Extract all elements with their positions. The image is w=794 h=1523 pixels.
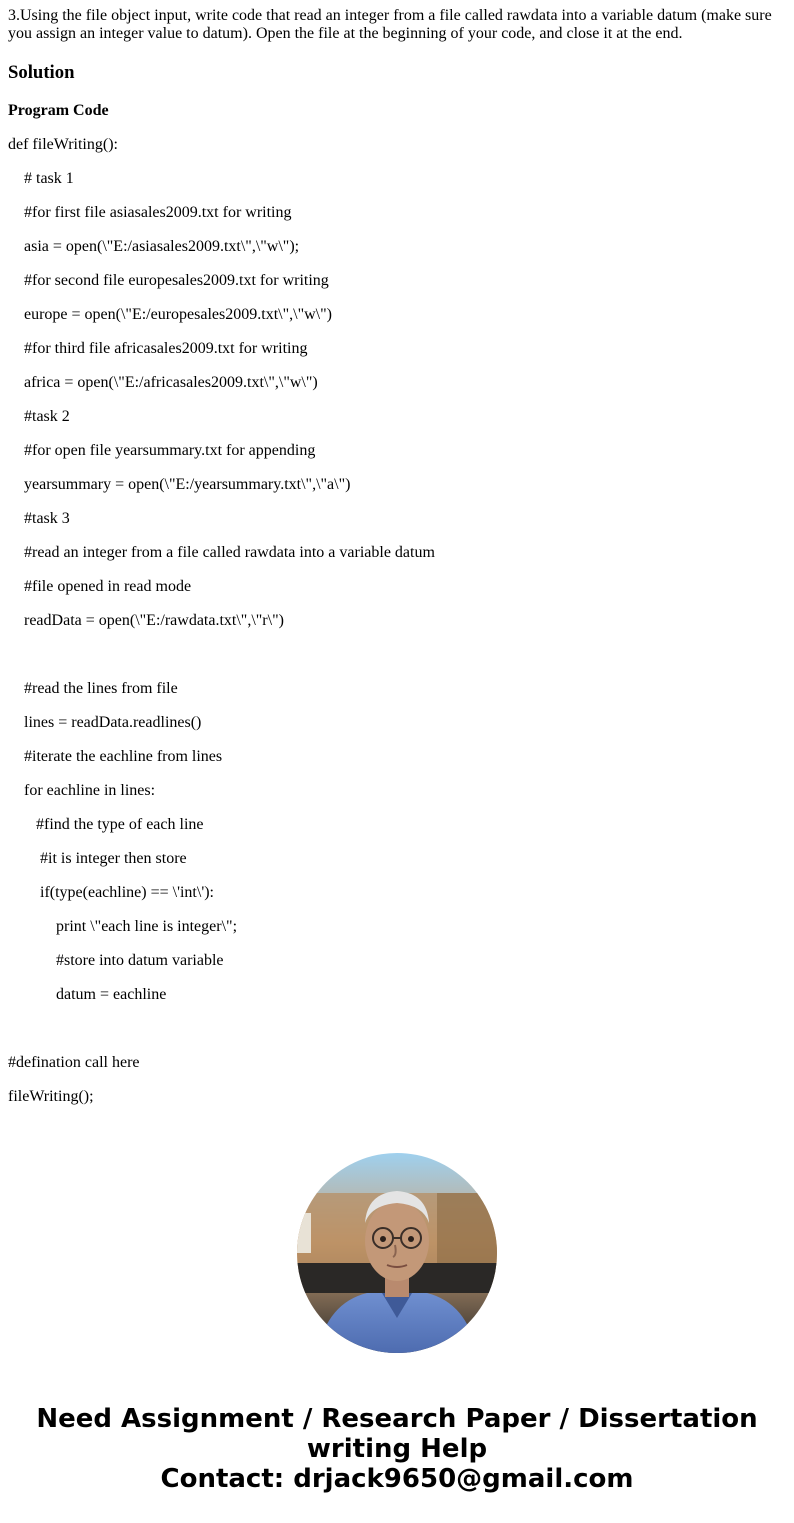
code-line: #file opened in read mode <box>24 578 192 595</box>
code-line: #read the lines from file <box>24 680 178 697</box>
code-line: yearsummary = open(\"E:/yearsummary.txt\",\"a\") <box>24 476 351 493</box>
code-line: print \"each line is integer\"; <box>56 918 238 935</box>
code-line: datum = eachline <box>56 986 167 1003</box>
code-line: for eachline in lines: <box>24 782 156 799</box>
code-line: #defination call here <box>8 1054 140 1071</box>
code-line: asia = open(\"E:/asiasales2009.txt\",\"w\"); <box>24 238 300 255</box>
code-line: #for open file yearsummary.txt for appending <box>24 442 316 459</box>
code-line: africa = open(\"E:/africasales2009.txt\",\"w\") <box>24 374 318 391</box>
code-line: europe = open(\"E:/europesales2009.txt\",\"w\") <box>24 306 332 323</box>
code-line: lines = readData.readlines() <box>24 714 202 731</box>
footer-contact: Contact: drjack9650@gmail.com <box>160 1464 634 1494</box>
footer-line-1: Need Assignment / Research Paper / Dissertation <box>36 1404 758 1434</box>
author-photo <box>297 1153 497 1353</box>
contact-footer <box>0 1404 794 1494</box>
question-text: 3.Using the file object input, write code that read an integer from a file called rawdata into a variable datum (make sure you assign an integer value to datum). Open the file at the beginning of your code, and close it at the end. <box>8 7 772 42</box>
code-line: #iterate the eachline from lines <box>24 748 223 765</box>
code-line: #find the type of each line <box>36 816 204 833</box>
footer-line-2: writing Help <box>306 1434 488 1464</box>
program-code-heading: Program Code <box>8 102 109 119</box>
code-line: #read an integer from a file called rawdata into a variable datum <box>24 544 435 561</box>
solution-heading: Solution <box>8 62 75 83</box>
code-line: #for third file africasales2009.txt for writing <box>24 340 308 357</box>
code-line: #for second file europesales2009.txt for writing <box>24 272 329 289</box>
code-line: #it is integer then store <box>40 850 187 867</box>
code-line: #task 3 <box>24 510 70 527</box>
code-line: #task 2 <box>24 408 70 425</box>
code-line: def fileWriting(): <box>8 136 118 153</box>
code-line: if(type(eachline) == \'int\'): <box>40 884 214 901</box>
code-line: #store into datum variable <box>56 952 224 969</box>
code-line: fileWriting(); <box>8 1088 94 1105</box>
code-line: #for first file asiasales2009.txt for writing <box>24 204 292 221</box>
code-line: readData = open(\"E:/rawdata.txt\",\"r\") <box>24 612 284 629</box>
code-line: # task 1 <box>24 170 74 187</box>
